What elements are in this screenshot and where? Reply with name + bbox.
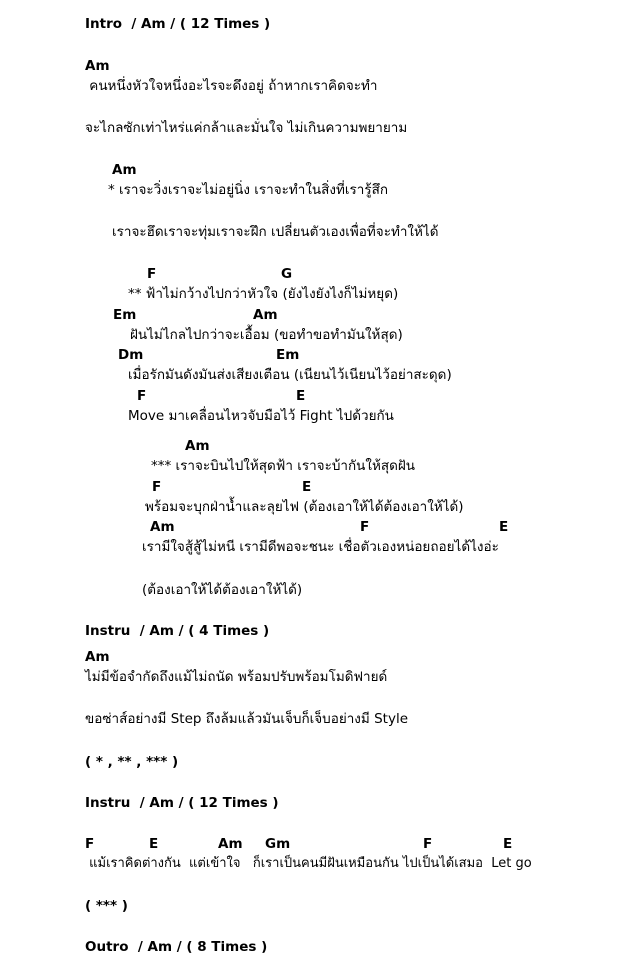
lyric-line: (ต้องเอาให้ได้ต้องเอาให้ได้) (142, 582, 303, 598)
chord: G (281, 266, 293, 282)
lyric-line: แม้เราคิดต่างกัน แต่เข้าใจ ก็เราเป็นคนมีฝันเหมือนกัน ไปเป็นได้เสมอ Let go (85, 856, 532, 871)
instru-heading: Instru / Am / ( 4 Times ) (85, 623, 270, 639)
chord: Am (185, 438, 210, 454)
chord: E (149, 836, 159, 852)
chord: E (296, 388, 306, 404)
lyric-line: พร้อมจะบุกฝ่าน้ำและลุยไฟ (ต้องเอาให้ได้ต้องเอาให้ได้) (145, 499, 464, 515)
lyric-line: คนหนึ่งหัวใจหนึ่งอะไรจะดึงอยู่ ถ้าหากเราคิดจะทำ (85, 78, 378, 94)
lyric-line: เมื่อรักมันดังมันส่งเสียงเตือน (เนียนไว้เนียนไว้อย่าสะดุด) (128, 367, 452, 383)
lyric-line: Move มาเคลื่อนไหวจับมือไว้ Fight ไปด้วยกัน (128, 408, 394, 424)
chord: Am (253, 307, 278, 323)
chord: Am (112, 162, 137, 178)
chord: Dm (118, 347, 144, 363)
chord: Am (150, 519, 175, 535)
lyric-line: ** ฟ้าไม่กว้างไปกว่าหัวใจ (ยังไงยังไงก็ไม่หยุด) (128, 286, 399, 302)
chord: Em (113, 307, 137, 323)
lyric-line: * เราจะวิ่งเราจะไม่อยู่นิ่ง เราจะทำในสิ่งที่เรารู้สึก (108, 182, 388, 198)
chord: E (503, 836, 513, 852)
lyric-line: ไม่มีข้อจำกัดถึงแม้ไม่ถนัด พร้อมปรับพร้อมโมดิฟายด์ (85, 669, 388, 685)
chord: F (85, 836, 95, 852)
chord: Em (276, 347, 300, 363)
repeat-marker: ( *** ) (85, 898, 128, 914)
chord: F (360, 519, 370, 535)
chord: E (302, 479, 312, 495)
instru-heading: Instru / Am / ( 12 Times ) (85, 795, 279, 811)
lyric-line: จะไกลซักเท่าไหร่แค่กล้าและมั่นใจ ไม่เกินความพยายาม (85, 120, 408, 136)
chord: Gm (265, 836, 291, 852)
intro-heading: Intro / Am / ( 12 Times ) (85, 16, 271, 32)
lyric-line: ฝันไม่ไกลไปกว่าจะเอื้อม (ขอทำขอทำมันให้สุด) (130, 327, 403, 343)
chord: Am (218, 836, 243, 852)
chord: F (147, 266, 157, 282)
chord: F (137, 388, 147, 404)
chord: Am (85, 58, 110, 74)
lyric-line: ขอซ่าส์อย่างมี Step ถึงล้มแล้วมันเจ็บก็เจ็บอย่างมี Style (85, 711, 408, 727)
chord: E (499, 519, 509, 535)
chord: Am (85, 649, 110, 665)
chord: F (152, 479, 162, 495)
chord: F (423, 836, 433, 852)
repeat-marker: ( * , ** , *** ) (85, 754, 179, 770)
lyric-line: *** เราจะบินไปให้สุดฟ้า เราจะบ้ากันให้สุดฝัน (151, 458, 416, 474)
lyric-line: เราจะฮึดเราจะทุ่มเราจะฝึก เปลี่ยนตัวเองเพื่อที่จะทำให้ได้ (112, 224, 439, 240)
lyric-line: เรามีใจสู้สู้ไม่หนี เรามีดีพอจะชนะ เชื่อตัวเองหน่อยถอยได้ไงอ่ะ (142, 539, 499, 555)
outro-heading: Outro / Am / ( 8 Times ) (85, 939, 268, 955)
